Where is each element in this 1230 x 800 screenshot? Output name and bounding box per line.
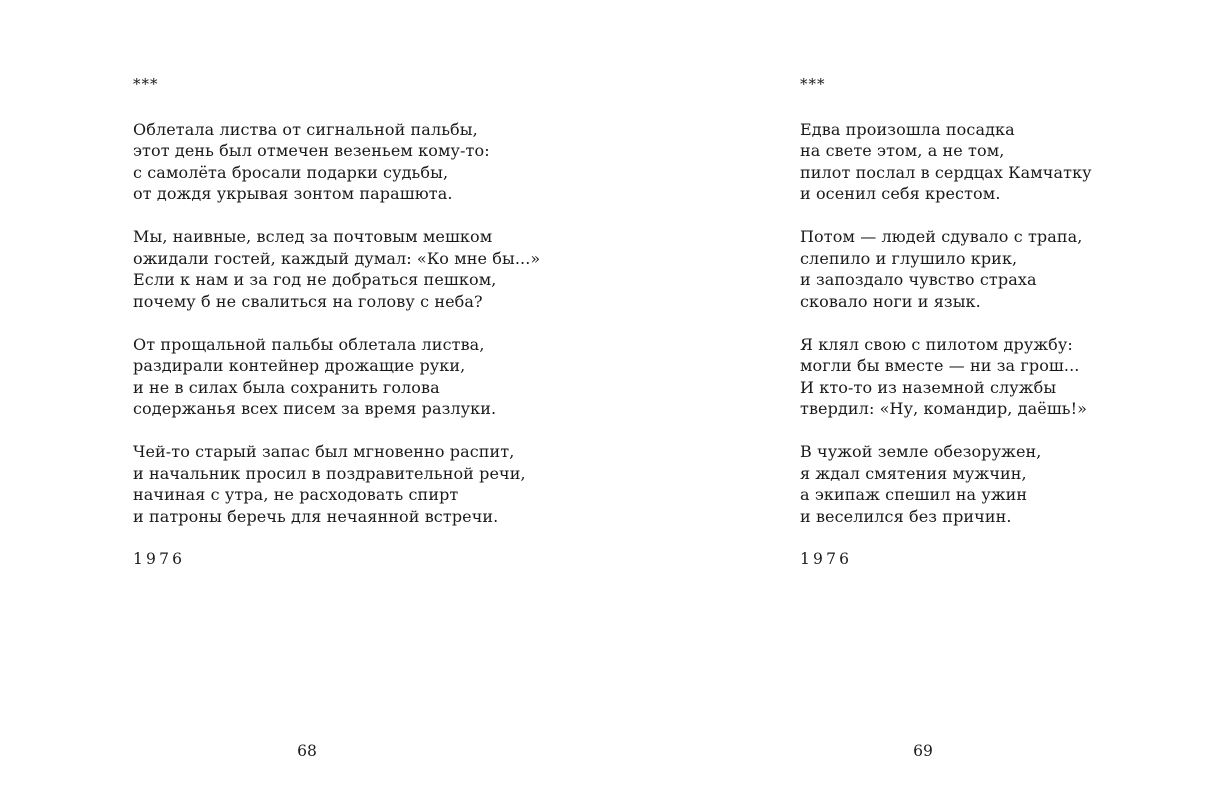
verse-line: От прощальной пальбы облетала листва, [133,334,485,354]
verse-line: Облетала листва от сигнальной пальбы, [133,119,478,139]
verse-line: и веселился без причин. [800,506,1012,526]
verse-line: и начальник просил в поздравительной речи, [133,463,526,483]
verse-line: я ждал смятения мужчин, [800,463,1027,483]
verse-line: с самолёта бросали подарки судьбы, [133,162,449,182]
verse-line: могли бы вместе — ни за грош... [800,356,1080,375]
poem-year: 1976 [800,549,853,568]
verse-line: почему б не свалиться на голову с неба? [133,291,483,311]
verse-line: и осенил себя крестом. [800,184,1001,203]
verse-line: И кто-то из наземной службы [800,377,1057,397]
page-number: 69 [913,742,933,760]
verse-line: Мы, наивные, вслед за почтовым мешком [133,227,493,246]
stanza [133,334,540,420]
verse-line: раздирали контейнер дрожащие руки, [133,356,466,375]
verse-line: Потом — людей сдувало с трапа, [800,227,1083,246]
verse-line: В чужой земле обезоружен, [800,442,1042,461]
verse-line: твердил: «Ну, командир, даёшь!» [800,399,1088,418]
verse-line: пилот послал в сердцах Камчатку [800,162,1092,182]
stanza [133,441,540,527]
stanza [800,441,1092,527]
verse-line: Я клял свою с пилотом дружбу: [800,334,1073,354]
verse-line: а экипаж спешил на ужин [800,485,1028,504]
verse-line: Едва произошла посадка [800,119,1015,139]
verse-line: и запоздало чувство страха [800,270,1037,289]
stanza [800,334,1092,420]
verse-line: содержанья всех писем за время разлуки. [133,399,497,418]
verse-line: слепило и глушило крик, [800,248,1018,268]
verse-line: этот день был отмечен везеньем кому-то: [133,141,490,160]
stanza [800,119,1092,205]
verse-line: сковало ноги и язык. [800,291,981,311]
stanza [800,226,1092,312]
poem-right [800,74,1092,570]
right-page [615,0,1230,800]
stanza [133,226,540,312]
verse-line: и не в силах была сохранить голова [133,377,440,397]
page-number: 68 [297,742,317,760]
stanza [133,119,540,205]
section-separator: *** [800,75,826,93]
section-separator: *** [133,75,159,93]
poem-left [133,74,540,570]
verse-line: и патроны беречь для нечаянной встречи. [133,506,499,526]
verse-line: Чей-то старый запас был мгновенно распит, [133,442,515,461]
verse-line: начиная с утра, не расходовать спирт [133,485,459,504]
verse-line: ожидали гостей, каждый думал: «Ко мне бы...» [133,248,541,268]
poem-year: 1976 [133,549,186,568]
verse-line: Если к нам и за год не добраться пешком, [133,270,497,289]
verse-line: от дождя укрывая зонтом парашюта. [133,184,453,203]
verse-line: на свете этом, а не том, [800,141,1005,160]
